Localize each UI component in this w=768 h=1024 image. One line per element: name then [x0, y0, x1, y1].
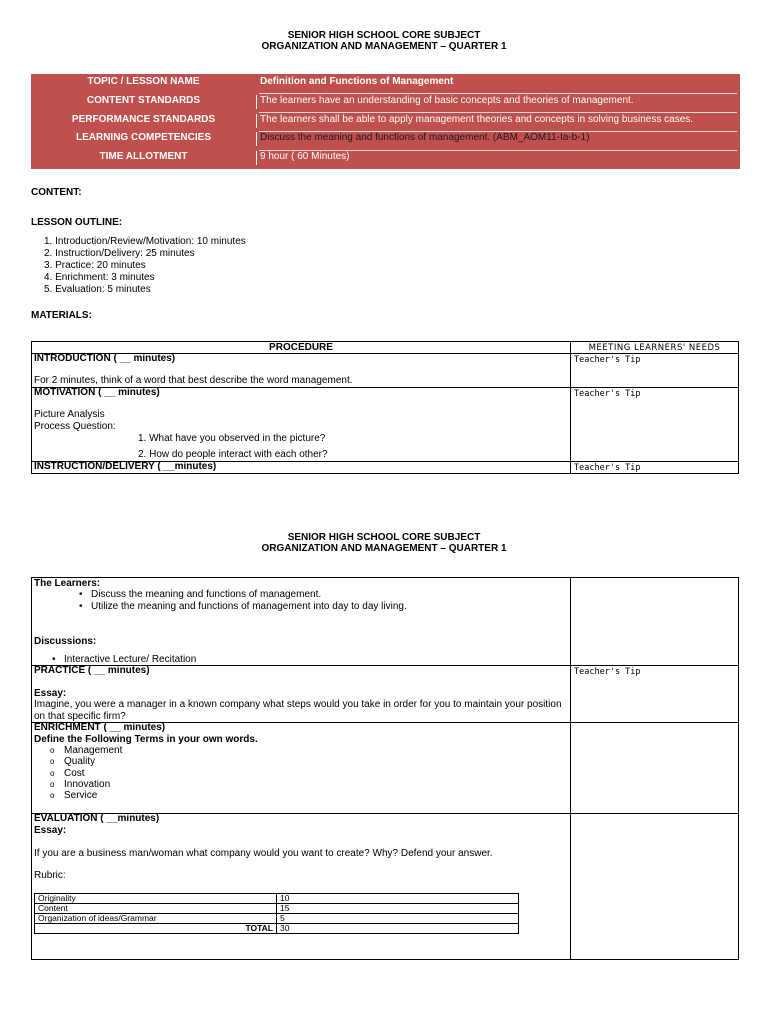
practice-title: PRACTICE ( __ minutes)	[34, 665, 150, 676]
page2-header	[0, 532, 768, 554]
header-line-2: ORGANIZATION AND MANAGEMENT – QUARTER 1	[261, 543, 507, 554]
practice-essay-text-2: on that specific firm?	[34, 711, 126, 722]
table-row	[35, 894, 519, 904]
introduction-title: INTRODUCTION ( __ minutes)	[34, 353, 176, 364]
header-line-2: ORGANIZATION AND MANAGEMENT – QUARTER 1	[261, 41, 507, 52]
info-label: CONTENT STANDARDS	[86, 95, 201, 106]
info-value: Discuss the meaning and functions of management. (ABM_AOM11-Ia-b-1)	[260, 132, 590, 143]
teachers-tip: Teacher's Tip	[574, 389, 641, 399]
list-item: o Innovation	[64, 779, 110, 790]
rubric-criterion: Content	[35, 904, 277, 914]
info-value: The learners shall be able to apply management theories and concepts in solving business cases.	[260, 114, 694, 125]
motivation-title: MOTIVATION ( __ minutes)	[34, 387, 160, 398]
list-item: o Quality	[64, 756, 95, 767]
list-item: o Management	[64, 745, 122, 756]
rubric-total-label: TOTAL	[35, 924, 277, 934]
content-label: CONTENT:	[31, 187, 82, 198]
info-row-content-standards	[31, 93, 740, 112]
evaluation-essay-label: Essay:	[34, 825, 67, 836]
info-row-learning-competencies	[31, 130, 740, 149]
motivation-line-1: Picture Analysis	[34, 409, 105, 420]
motivation-question-2: 2. How do people interact with each other?	[138, 449, 328, 460]
teachers-tip: Teacher's Tip	[574, 355, 641, 365]
lesson-outline-title: LESSON OUTLINE:	[31, 217, 123, 228]
lesson-info-table	[31, 74, 740, 169]
rubric-criterion: Originality	[35, 894, 277, 904]
procedure-table-continued	[31, 577, 739, 960]
procedure-table	[31, 341, 739, 474]
rubric-points: 5	[277, 914, 519, 924]
table-row	[35, 914, 519, 924]
rubric-points: 10	[277, 894, 519, 904]
info-value: Definition and Functions of Management	[260, 76, 454, 87]
list-item: 4. Enrichment: 3 minutes	[44, 272, 155, 283]
motivation-question-1: 1. What have you observed in the picture?	[138, 433, 326, 444]
header-line-1: SENIOR HIGH SCHOOL CORE SUBJECT	[287, 30, 481, 41]
learners-needs-heading: MEETING LEARNERS' NEEDS	[588, 343, 721, 353]
list-item: 2. Instruction/Delivery: 25 minutes	[44, 248, 195, 259]
evaluation-title: EVALUATION ( __minutes)	[34, 813, 160, 824]
discussions-title: Discussions:	[34, 636, 97, 647]
lesson-outline-list	[44, 236, 246, 296]
learners-title: The Learners:	[34, 578, 101, 589]
list-item: 3. Practice: 20 minutes	[44, 260, 146, 271]
rubric-points: 15	[277, 904, 519, 914]
rubric-criterion: Organization of ideas/Grammar	[35, 914, 277, 924]
info-label: TIME ALLOTMENT	[99, 151, 188, 162]
info-label: LEARNING COMPETENCIES	[75, 132, 211, 143]
instruction-title: INSTRUCTION/DELIVERY ( __minutes)	[34, 461, 217, 472]
list-item: 5. Evaluation: 5 minutes	[44, 284, 151, 295]
page1-header	[0, 30, 768, 52]
rubric-label: Rubric:	[34, 870, 66, 881]
info-label: PERFORMANCE STANDARDS	[71, 114, 216, 125]
list-item: o Service	[64, 790, 97, 801]
teachers-tip: Teacher's Tip	[574, 667, 641, 677]
info-row-performance-standards	[31, 112, 740, 131]
info-value: 9 hour ( 60 Minutes)	[260, 151, 350, 162]
introduction-text: For 2 minutes, think of a word that best describe the word management.	[34, 375, 353, 386]
enrichment-subtitle: Define the Following Terms in your own words.	[34, 734, 258, 745]
table-row	[35, 924, 519, 934]
info-row-time-allotment	[31, 149, 740, 168]
rubric-table	[34, 893, 519, 934]
materials-label: MATERIALS:	[31, 310, 92, 321]
table-row	[35, 904, 519, 914]
info-row-topic	[31, 74, 740, 93]
list-item: 1. Introduction/Review/Motivation: 10 minutes	[44, 236, 246, 247]
teachers-tip: Teacher's Tip	[574, 463, 641, 473]
evaluation-question: If you are a business man/woman what company would you want to create? Why? Defend your answer.	[34, 848, 493, 859]
header-line-1: SENIOR HIGH SCHOOL CORE SUBJECT	[287, 532, 481, 543]
list-item: o Cost	[64, 768, 85, 779]
motivation-line-2: Process Question:	[34, 421, 116, 432]
info-label: TOPIC / LESSON NAME	[87, 76, 200, 87]
practice-essay-label: Essay:	[34, 688, 67, 699]
list-item: • Discuss the meaning and functions of management.	[91, 589, 321, 600]
procedure-heading: PROCEDURE	[269, 342, 333, 353]
list-item: • Interactive Lecture/ Recitation	[64, 654, 196, 665]
info-value: The learners have an understanding of basic concepts and theories of management.	[260, 95, 634, 106]
practice-essay-text: Imagine, you were a manager in a known company what steps would you take in order for you to maintain your position	[34, 699, 562, 710]
rubric-total-value: 30	[277, 924, 519, 934]
list-item: • Utilize the meaning and functions of management into day to day living.	[91, 601, 407, 612]
enrichment-title: ENRICHMENT ( __ minutes)	[34, 722, 166, 733]
